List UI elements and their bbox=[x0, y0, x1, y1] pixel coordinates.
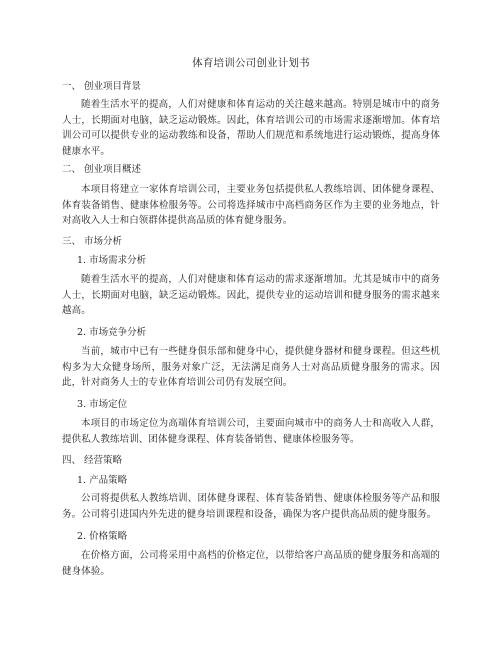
section-paragraph-background: 随着生活水平的提高，人们对健康和体育运动的关注越来越高。特别是城市中的商务人士，长期面对电脑，缺乏运动锻炼。因此，体育培训公司的市场需求逐渐增加。体育培训公司可以提供专业的运动教练和设备，帮助人们规范和系统地进行运动锻炼，提高身体健康水平。 bbox=[62, 99, 440, 157]
subsection-heading-product-strategy: 1. 产品策略 bbox=[77, 475, 128, 486]
subsection-heading-competition: 2. 市场竞争分析 bbox=[77, 327, 147, 338]
subsection-paragraph-product-strategy: 公司将提供私人教练培训、团体健身课程、体育装备销售、健康体检服务等产品和服务。公司将引进国内外先进的健身培训课程和设备，确保为客户提供高品质的健身服务。 bbox=[62, 493, 440, 520]
section-heading-overview: 二、 创业项目概述 bbox=[62, 164, 142, 175]
subsection-heading-positioning: 3. 市场定位 bbox=[77, 399, 128, 410]
section-heading-background: 一、 创业项目背景 bbox=[62, 81, 142, 92]
section-heading-strategy: 四、 经营策略 bbox=[62, 455, 123, 466]
document-title: 体育培训公司创业计划书 bbox=[192, 57, 310, 69]
subsection-paragraph-market-demand: 随着生活水平的提高，人们对健康和体育运动的需求逐渐增加。尤其是城市中的商务人士，长期面对电脑，缺乏运动锻炼。因此，提供专业的运动培训和健身服务的需求越来越高。 bbox=[62, 274, 440, 316]
subsection-paragraph-pricing-strategy: 在价格方面，公司将采用中高档的价格定位，以带给客户高品质的健身服务和高端的健身体验。 bbox=[62, 550, 440, 577]
subsection-heading-market-demand: 1. 市场需求分析 bbox=[77, 255, 147, 266]
section-heading-market-analysis: 三、 市场分析 bbox=[62, 236, 123, 247]
subsection-heading-pricing-strategy: 2. 价格策略 bbox=[77, 531, 128, 542]
subsection-paragraph-positioning: 本项目的市场定位为高端体育培训公司，主要面向城市中的商务人士和高收入人群，提供私人教练培训、团体健身课程、体育装备销售、健康体检服务等。 bbox=[62, 418, 440, 445]
section-paragraph-overview: 本项目将建立一家体育培训公司，主要业务包括提供私人教练培训、团体健身课程、体育装备销售、健康体检服务等。公司将选择城市中高档商务区作为主要的业务地点，针对高收入人士和白领群体提供高品质的体育健身服务。 bbox=[62, 184, 440, 226]
subsection-paragraph-competition: 当前，城市中已有一些健身俱乐部和健身中心，提供健身器材和健身课程。但这些机构多为大众健身场所，服务对象广泛，无法满足商务人士对高品质健身服务的需求。因此，针对商务人士的专业体育培训公司仍有发展空间。 bbox=[62, 346, 440, 388]
